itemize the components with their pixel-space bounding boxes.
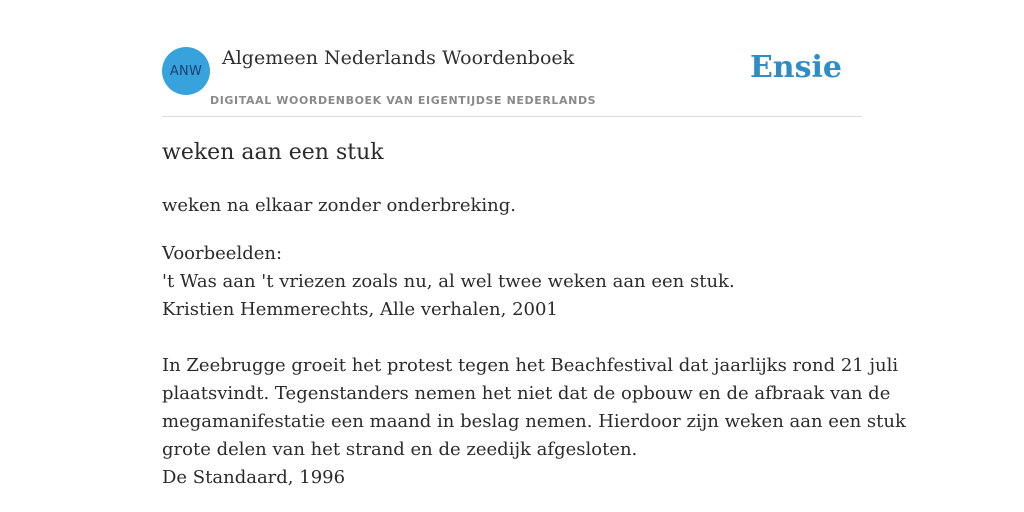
logo-text: ANW (169, 63, 203, 79)
example-text-line: plaatsvindt. Tegenstanders nemen het niet dat de opbouw en de afbraak van de (162, 383, 891, 404)
examples-label: Voorbeelden: (162, 243, 283, 264)
example-text-line: In Zeebrugge groeit het protest tegen het Beachfestival dat jaarlijks rond 21 juli (162, 355, 899, 376)
site-subtitle: DIGITAAL WOORDENBOEK VAN EIGENTIJDSE NEDERLANDS (210, 94, 597, 107)
example-source: De Standaard, 1996 (162, 467, 346, 488)
ensie-brand-logo[interactable]: Ensie (749, 50, 842, 85)
example-separator (162, 324, 862, 352)
example-source: Kristien Hemmerechts, Alle verhalen, 2001 (162, 299, 558, 320)
example-text-line: grote delen van het strand en de zeedijk afgesloten. (162, 439, 638, 460)
anw-logo[interactable] (162, 47, 210, 95)
entry-headword: weken aan een stuk (162, 140, 384, 165)
entry-definition: weken na elkaar zonder onderbreking. (162, 195, 516, 216)
site-header (162, 44, 862, 117)
site-title[interactable]: Algemeen Nederlands Woordenboek (222, 47, 575, 69)
example-text-line: megamanifestatie een maand in beslag nemen. Hierdoor zijn weken aan een stuk (162, 411, 906, 432)
example-text: 't Was aan 't vriezen zoals nu, al wel twee weken aan een stuk. (162, 271, 735, 292)
examples-section (162, 240, 906, 492)
